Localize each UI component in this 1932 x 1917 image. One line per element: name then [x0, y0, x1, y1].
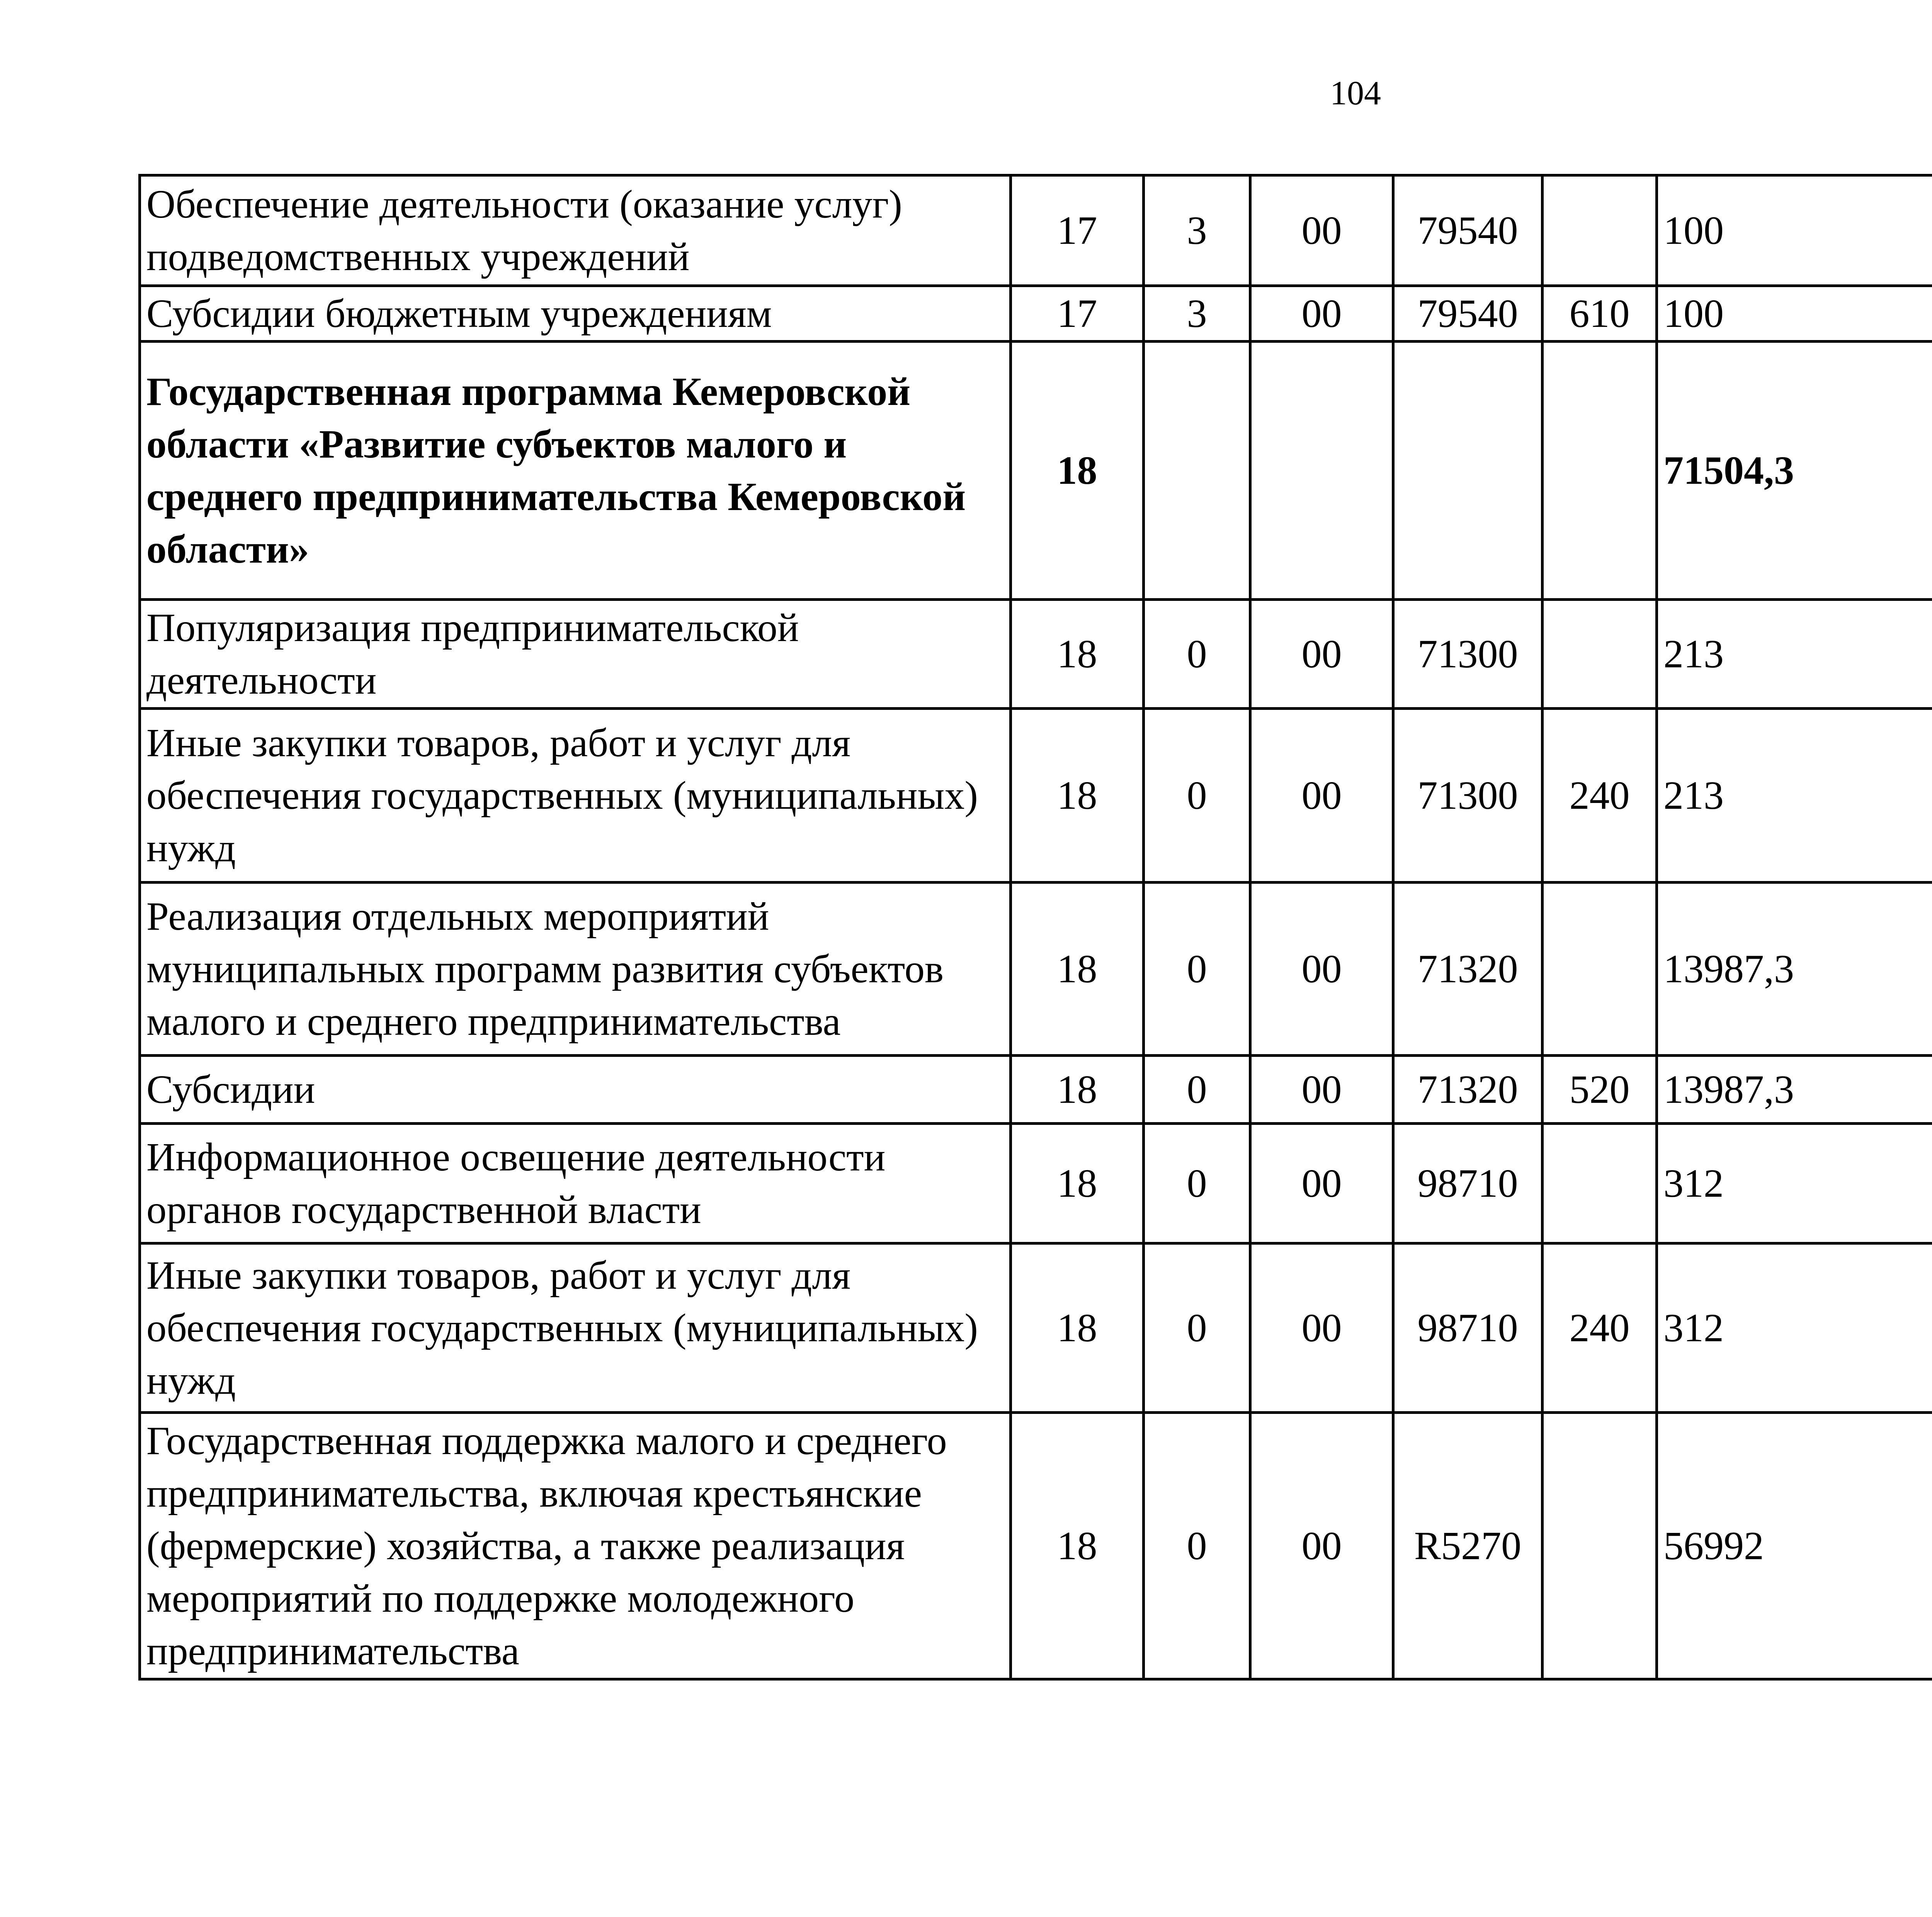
program-code-cell: 18: [1011, 1413, 1144, 1679]
direction-code-cell: 79540: [1393, 175, 1543, 286]
row-name-cell: Информационное освещение деятельности органов государственной власти: [140, 1124, 1011, 1243]
page-number: 104: [1330, 75, 1381, 112]
program-code-cell: 17: [1011, 175, 1144, 286]
subprogram-code-cell: [1144, 342, 1250, 600]
table-body: [140, 175, 1932, 1679]
table-row: [140, 175, 1932, 286]
amount-year-1-cell: 312: [1657, 1124, 1932, 1243]
budget-table: [138, 174, 1932, 1681]
main-event-code-cell: 00: [1250, 1413, 1393, 1679]
direction-code-cell: 71320: [1393, 883, 1543, 1056]
program-code-cell: 18: [1011, 600, 1144, 709]
main-event-code-cell: 00: [1250, 286, 1393, 342]
row-name-cell: Государственная программа Кемеровской области «Развитие субъектов малого и среднего предпринимательства Кемеровской области»: [140, 342, 1011, 600]
amount-year-1-cell: 312: [1657, 1243, 1932, 1413]
program-code-cell: 18: [1011, 342, 1144, 600]
row-name-cell: Государственная поддержка малого и среднего предпринимательства, включая крестьянские (фермерские) хозяйства, а также реализация мероприятий по поддержке молодежного предпринимательства: [140, 1413, 1011, 1679]
row-name-cell: Популяризация предпринимательской деятельности: [140, 600, 1011, 709]
subprogram-code-cell: 0: [1144, 709, 1250, 883]
main-event-code-cell: 00: [1250, 175, 1393, 286]
amount-year-1-cell: 100: [1657, 175, 1932, 286]
expense-type-cell: [1543, 342, 1657, 600]
subprogram-code-cell: 3: [1144, 286, 1250, 342]
row-name-cell: Субсидии бюджетным учреждениям: [140, 286, 1011, 342]
program-code-cell: 18: [1011, 883, 1144, 1056]
program-code-cell: 18: [1011, 1124, 1144, 1243]
main-event-code-cell: [1250, 342, 1393, 600]
amount-year-1-cell: 213: [1657, 600, 1932, 709]
subprogram-code-cell: 0: [1144, 1056, 1250, 1124]
table-row: [140, 600, 1932, 709]
expense-type-cell: 610: [1543, 286, 1657, 342]
subprogram-code-cell: 0: [1144, 600, 1250, 709]
direction-code-cell: 71300: [1393, 600, 1543, 709]
direction-code-cell: 71300: [1393, 709, 1543, 883]
row-name-cell: Иные закупки товаров, работ и услуг для обеспечения государственных (муниципальных) нужд: [140, 1243, 1011, 1413]
program-code-cell: 18: [1011, 1056, 1144, 1124]
amount-year-1-cell: 56992: [1657, 1413, 1932, 1679]
subprogram-code-cell: 0: [1144, 1243, 1250, 1413]
expense-type-cell: [1543, 175, 1657, 286]
table-row: [140, 286, 1932, 342]
direction-code-cell: 79540: [1393, 286, 1543, 342]
row-name-cell: Субсидии: [140, 1056, 1011, 1124]
main-event-code-cell: 00: [1250, 1124, 1393, 1243]
subprogram-code-cell: 0: [1144, 883, 1250, 1056]
expense-type-cell: 240: [1543, 709, 1657, 883]
table-row: [140, 1243, 1932, 1413]
amount-year-1-cell: 71504,3: [1657, 342, 1932, 600]
direction-code-cell: 98710: [1393, 1124, 1543, 1243]
row-name-cell: Обеспечение деятельности (оказание услуг) подведомственных учреждений: [140, 175, 1011, 286]
main-event-code-cell: 00: [1250, 600, 1393, 709]
expense-type-cell: [1543, 1124, 1657, 1243]
expense-type-cell: [1543, 883, 1657, 1056]
direction-code-cell: R5270: [1393, 1413, 1543, 1679]
program-code-cell: 18: [1011, 709, 1144, 883]
main-event-code-cell: 00: [1250, 709, 1393, 883]
amount-year-1-cell: 13987,3: [1657, 1056, 1932, 1124]
table-row: [140, 342, 1932, 600]
subprogram-code-cell: 0: [1144, 1413, 1250, 1679]
direction-code-cell: [1393, 342, 1543, 600]
row-name-cell: Реализация отдельных мероприятий муниципальных программ развития субъектов малого и среднего предпринимательства: [140, 883, 1011, 1056]
amount-year-1-cell: 13987,3: [1657, 883, 1932, 1056]
amount-year-1-cell: 100: [1657, 286, 1932, 342]
program-code-cell: 17: [1011, 286, 1144, 342]
main-event-code-cell: 00: [1250, 883, 1393, 1056]
subprogram-code-cell: 3: [1144, 175, 1250, 286]
expense-type-cell: 240: [1543, 1243, 1657, 1413]
table-row: [140, 883, 1932, 1056]
table-row: [140, 709, 1932, 883]
subprogram-code-cell: 0: [1144, 1124, 1250, 1243]
direction-code-cell: 71320: [1393, 1056, 1543, 1124]
main-event-code-cell: 00: [1250, 1243, 1393, 1413]
table-row: [140, 1124, 1932, 1243]
expense-type-cell: 520: [1543, 1056, 1657, 1124]
expense-type-cell: [1543, 1413, 1657, 1679]
expense-type-cell: [1543, 600, 1657, 709]
row-name-cell: Иные закупки товаров, работ и услуг для обеспечения государственных (муниципальных) нужд: [140, 709, 1011, 883]
table-row: [140, 1413, 1932, 1679]
direction-code-cell: 98710: [1393, 1243, 1543, 1413]
table-row: [140, 1056, 1932, 1124]
amount-year-1-cell: 213: [1657, 709, 1932, 883]
program-code-cell: 18: [1011, 1243, 1144, 1413]
main-event-code-cell: 00: [1250, 1056, 1393, 1124]
